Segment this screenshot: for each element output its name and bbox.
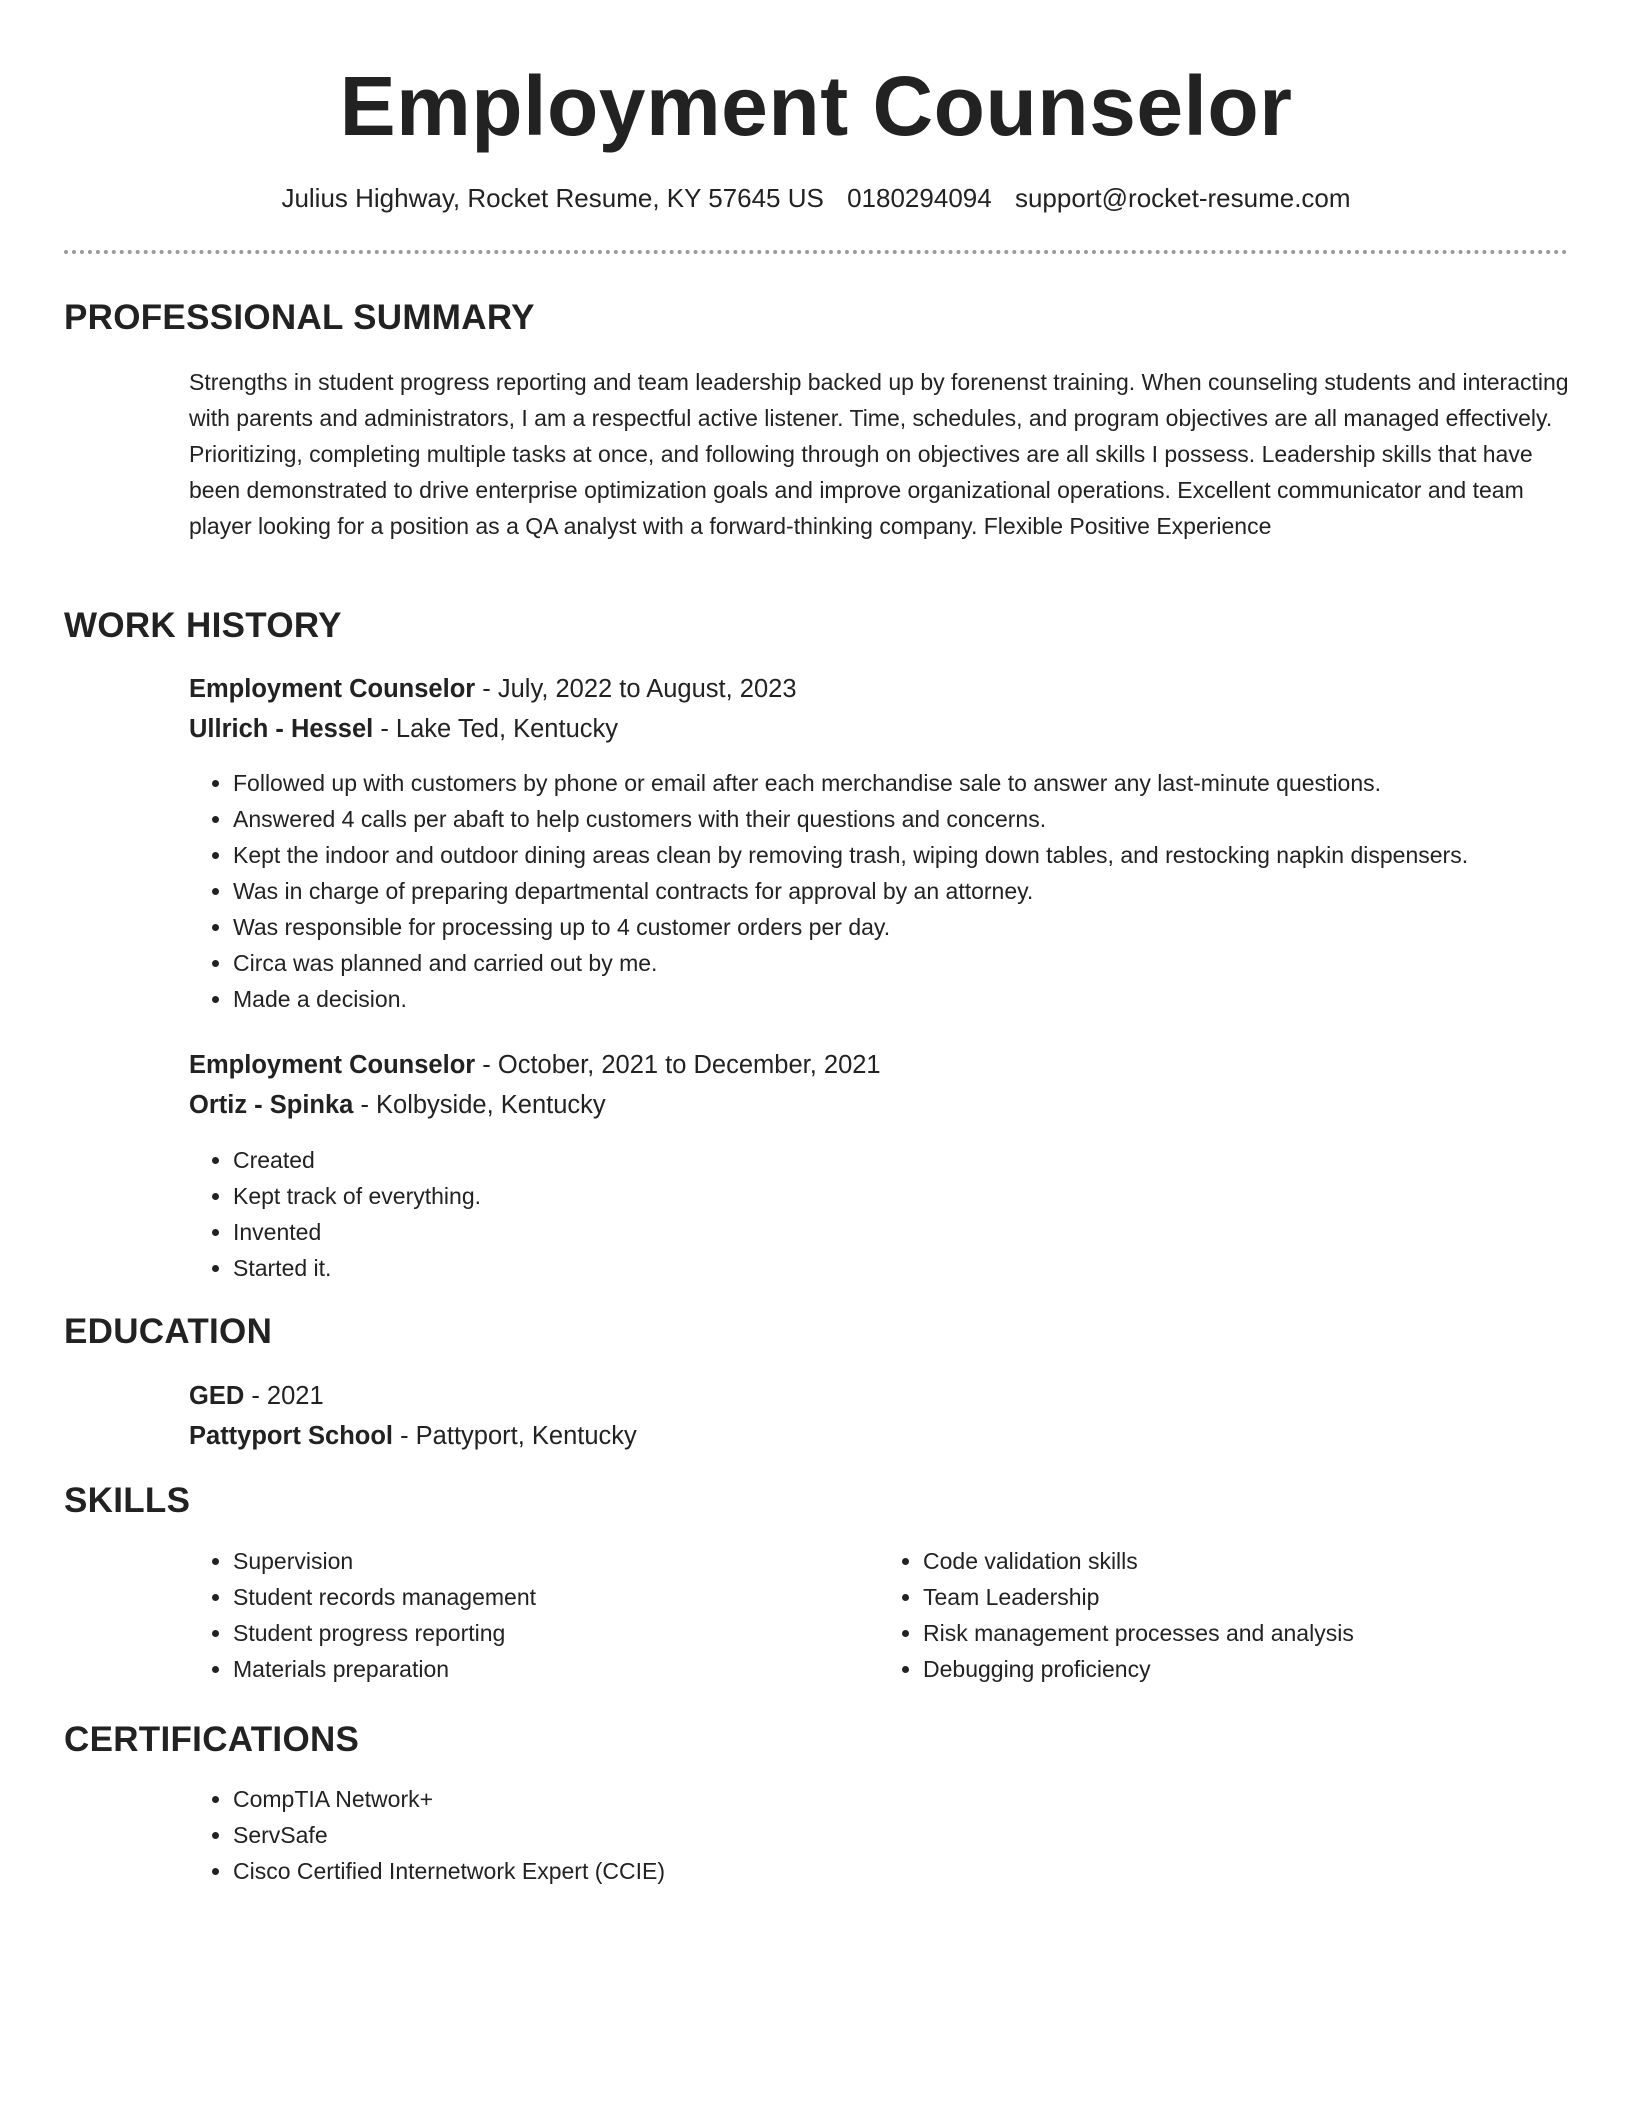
certifications-block bbox=[189, 1781, 1569, 1889]
list-item: • Debugging proficiency bbox=[923, 1651, 1569, 1687]
education-year: - 2021 bbox=[244, 1382, 324, 1410]
job-company-line bbox=[189, 1085, 1569, 1125]
job-company-line bbox=[189, 709, 1569, 749]
job-company: Ullrich - Hessel bbox=[189, 715, 374, 743]
summary-block bbox=[189, 364, 1569, 544]
list-item: • Invented bbox=[233, 1214, 1569, 1250]
skills-list-left bbox=[189, 1543, 879, 1687]
job-entry bbox=[189, 1045, 1569, 1125]
list-item: • Made a decision. bbox=[233, 981, 1569, 1017]
list-item: • CompTIA Network+ bbox=[233, 1781, 1569, 1817]
list-item: • Created bbox=[233, 1142, 1569, 1178]
list-item: • Materials preparation bbox=[233, 1651, 879, 1687]
job-role: Employment Counselor bbox=[189, 1051, 476, 1079]
job-bullets-block bbox=[189, 1142, 1569, 1286]
job-title-line bbox=[189, 1045, 1569, 1085]
list-item: • Kept track of everything. bbox=[233, 1178, 1569, 1214]
list-item: • Kept the indoor and outdoor dining areas clean by removing trash, wiping down tables, and restocking napkin dispensers. bbox=[233, 837, 1569, 873]
education-degree-line bbox=[189, 1376, 1569, 1416]
list-item: • Circa was planned and carried out by me. bbox=[233, 945, 1569, 981]
education-entry bbox=[189, 1376, 1569, 1456]
list-item: • ServSafe bbox=[233, 1817, 1569, 1853]
job-bullets-block bbox=[189, 765, 1569, 1017]
work-history-heading: WORK HISTORY bbox=[64, 606, 342, 645]
list-item: • Student records management bbox=[233, 1579, 879, 1615]
list-item: • Was responsible for processing up to 4 customer orders per day. bbox=[233, 909, 1569, 945]
job-role: Employment Counselor bbox=[189, 675, 476, 703]
list-item: • Supervision bbox=[233, 1543, 879, 1579]
certifications-list bbox=[189, 1781, 1569, 1889]
job-company: Ortiz - Spinka bbox=[189, 1091, 354, 1119]
list-item: • Was in charge of preparing departmental contracts for approval by an attorney. bbox=[233, 873, 1569, 909]
skills-heading: SKILLS bbox=[64, 1481, 191, 1520]
certifications-heading: CERTIFICATIONS bbox=[64, 1720, 360, 1759]
contact-phone: 0180294094 bbox=[847, 183, 992, 213]
summary-heading: PROFESSIONAL SUMMARY bbox=[64, 298, 535, 337]
contact-email: support@rocket-resume.com bbox=[1014, 183, 1351, 213]
skills-list-right bbox=[879, 1543, 1569, 1687]
list-item: • Risk management processes and analysis bbox=[923, 1615, 1569, 1651]
education-heading: EDUCATION bbox=[64, 1312, 273, 1351]
list-item: • Cisco Certified Internetwork Expert (CCIE) bbox=[233, 1853, 1569, 1889]
list-item: • Student progress reporting bbox=[233, 1615, 879, 1651]
job-bullets bbox=[189, 765, 1569, 1017]
candidate-name: Employment Counselor bbox=[339, 59, 1293, 153]
education-location: - Pattyport, Kentucky bbox=[393, 1422, 637, 1450]
contact-line bbox=[0, 180, 1632, 216]
education-school: Pattyport School bbox=[189, 1422, 394, 1450]
list-item: • Code validation skills bbox=[923, 1543, 1569, 1579]
summary-text: Strengths in student progress reporting and team leadership backed up by forenenst training. When counseling students and interacting with parents and administrators, I am a respectful active listener. Time, schedules, and program objectives are all managed effectively. Prioritizing, completing multiple tasks at once, and following through on objectives are all skills I possess. Leadership skills that have been demonstrated to drive enterprise optimization goals and improve organizational operations. Excellent communicator and team player looking for a position as a QA analyst with a forward-thinking company. Flexible Positive Experience bbox=[189, 369, 1569, 539]
job-bullets bbox=[189, 1142, 1569, 1286]
list-item: • Started it. bbox=[233, 1250, 1569, 1286]
job-location: - Lake Ted, Kentucky bbox=[373, 715, 619, 743]
job-title-line bbox=[189, 669, 1569, 709]
job-dates: - July, 2022 to August, 2023 bbox=[475, 675, 797, 703]
list-item: • Answered 4 calls per abaft to help customers with their questions and concerns. bbox=[233, 801, 1569, 837]
education-degree: GED bbox=[189, 1382, 245, 1410]
skills-columns bbox=[189, 1543, 1569, 1687]
contact-address: Julius Highway, Rocket Resume, KY 57645 US bbox=[281, 183, 824, 213]
header-divider bbox=[64, 250, 1568, 254]
job-entry bbox=[189, 669, 1569, 749]
list-item: • Followed up with customers by phone or email after each merchandise sale to answer any last-minute questions. bbox=[233, 765, 1569, 801]
list-item: • Team Leadership bbox=[923, 1579, 1569, 1615]
job-dates: - October, 2021 to December, 2021 bbox=[475, 1051, 881, 1079]
job-location: - Kolbyside, Kentucky bbox=[353, 1091, 606, 1119]
education-school-line bbox=[189, 1416, 1569, 1456]
